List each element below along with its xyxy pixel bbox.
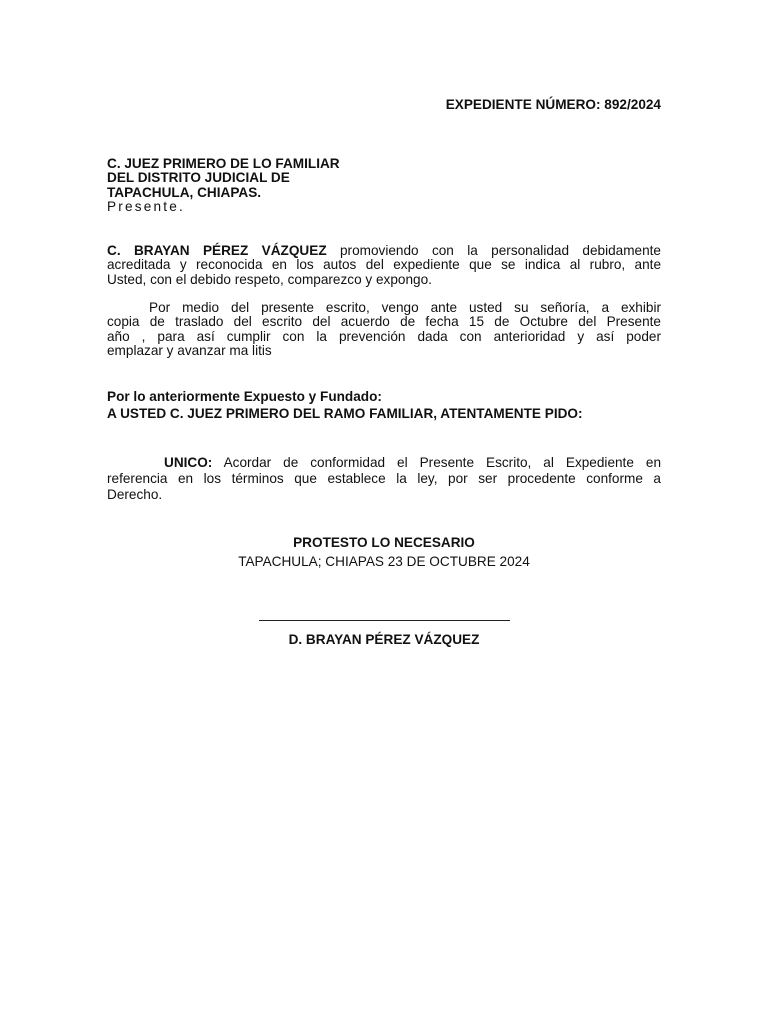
signatory-name: D. BRAYAN PÉREZ VÁZQUEZ (288, 632, 480, 647)
petition-block (107, 389, 583, 422)
body-line-1: Por medio del presente escrito, vengo ante usted su señoría, a exhibir (149, 300, 661, 315)
body-paragraph (107, 301, 661, 359)
intro-line-1 (107, 244, 661, 258)
body-line-4: emplazar y avanzar ma litis (107, 343, 272, 359)
unico-line-1 (107, 455, 661, 471)
petition-line-1: Por lo anteriormente Expuesto y Fundado: (107, 389, 382, 404)
intro-line-3: Usted, con el debido respeto, comparezco y expongo. (107, 271, 432, 287)
presente-text: Presente. (107, 198, 185, 214)
addressee-line-2: DEL DISTRITO JUDICIAL DE (107, 170, 290, 186)
promovente-name: C. BRAYAN PÉREZ VÁZQUEZ (107, 243, 327, 258)
place-and-date: TAPACHULA; CHIAPAS 23 DE OCTUBRE 2024 (238, 554, 530, 569)
addressee-block (107, 157, 661, 214)
protesto-heading: PROTESTO LO NECESARIO (293, 535, 475, 550)
unico-line-3: Derecho. (107, 487, 163, 503)
unico-label: UNICO: (164, 455, 213, 470)
body-line-3: año , para así cumplir con la prevención dada con anterioridad y así poder (107, 328, 661, 344)
unico-line-2: referencia en los términos que establece la ley, por ser procedente conforme a (107, 471, 661, 487)
addressee-line-1: C. JUEZ PRIMERO DE LO FAMILIAR (107, 156, 340, 171)
signature-line (259, 620, 510, 621)
body-line-2: copia de traslado del escrito del acuerdo de fecha 15 de Octubre del Presente (107, 314, 661, 330)
petition-line-2: A USTED C. JUEZ PRIMERO DEL RAMO FAMILIAR, ATENTAMENTE PIDO: (107, 405, 583, 421)
intro-paragraph (107, 244, 661, 287)
unico-paragraph (107, 455, 661, 504)
unico-line-1-rest: Acordar de conformidad el Presente Escrito, al Expediente en (212, 455, 661, 470)
intro-line-1-rest: promoviendo con la personalidad debidamente (326, 243, 661, 258)
case-number: EXPEDIENTE NÚMERO: 892/2024 (445, 97, 661, 112)
addressee-line-3: TAPACHULA, CHIAPAS. (107, 184, 262, 200)
intro-line-2: acreditada y reconocida en los autos del expediente que se indica al rubro, ante (107, 257, 661, 273)
